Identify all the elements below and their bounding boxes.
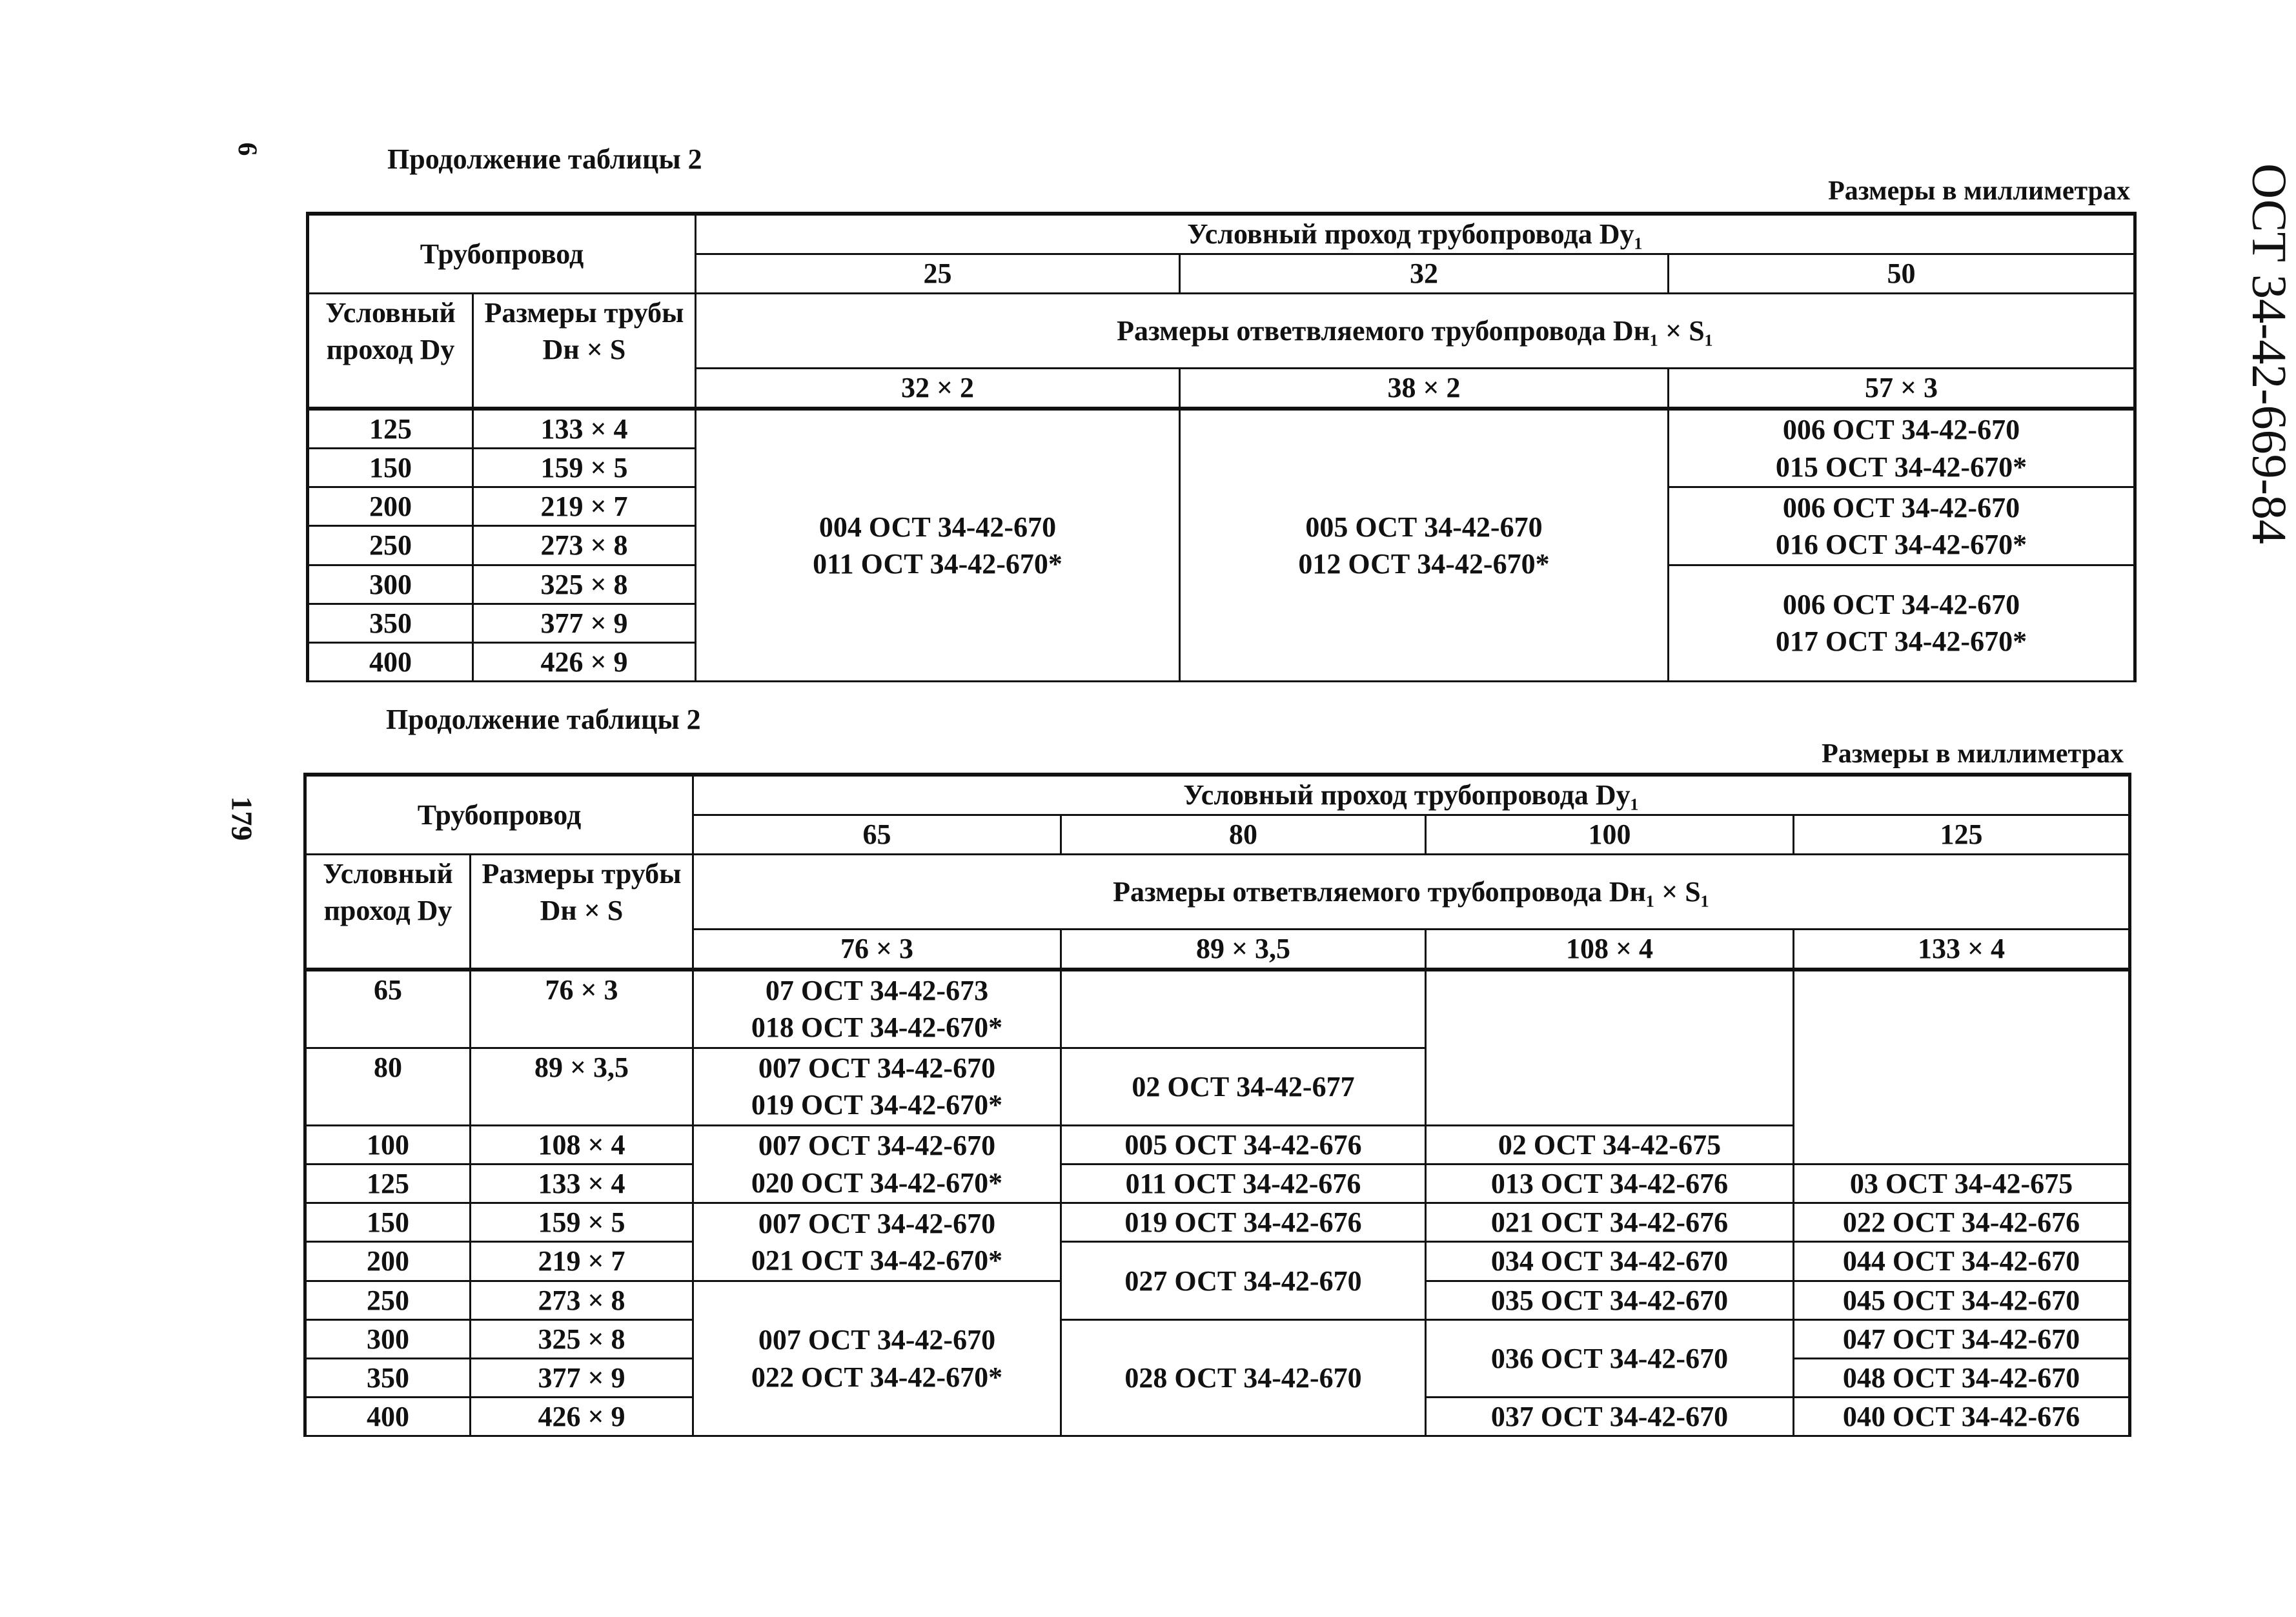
row-dims: 426 × 9 (473, 643, 696, 682)
row-dims: 159 × 5 (473, 449, 696, 487)
row-dims: 273 × 8 (473, 526, 696, 565)
cell-125: 03 ОСТ 34-42-675 (1794, 1164, 2130, 1203)
cell-80: 027 ОСТ 34-42-670 (1061, 1242, 1426, 1319)
cell-65: 007 ОСТ 34-42-670 022 ОСТ 34-42-670* (693, 1281, 1061, 1436)
dy1-header: 32 (1180, 254, 1669, 294)
col-dims-header-cont (473, 368, 696, 409)
cell-125: 045 ОСТ 34-42-670 (1794, 1281, 2130, 1319)
cell-125: 040 ОСТ 34-42-676 (1794, 1398, 2130, 1436)
nominal-pass-header: Условный проход трубопровода Dy₁ (696, 214, 2135, 254)
cell-65: 007 ОСТ 34-42-670 019 ОСТ 34-42-670* (693, 1048, 1061, 1125)
row-dy: 250 (305, 1281, 471, 1319)
branch-size: 57 × 3 (1669, 368, 2135, 409)
row-dims: 108 × 4 (471, 1125, 693, 1164)
table1 (306, 212, 2137, 682)
col-dy-header-cont (305, 929, 471, 970)
document-code-vertical: ОСТ 34-42-669-84 (2241, 163, 2296, 544)
table2-heading: Продолжение таблицы 2 (386, 704, 701, 735)
row-dy: 125 (305, 1164, 471, 1203)
cell-125: 044 ОСТ 34-42-670 (1794, 1242, 2130, 1281)
cell-65: 007 ОСТ 34-42-670 021 ОСТ 34-42-670* (693, 1203, 1061, 1281)
cell-100: 02 ОСТ 34-42-675 (1426, 1125, 1794, 1164)
row-dims: 325 × 8 (471, 1319, 693, 1358)
cell-80: 028 ОСТ 34-42-670 (1061, 1319, 1426, 1436)
page-number-top: 6 (232, 142, 262, 156)
cell-80: 019 ОСТ 34-42-676 (1061, 1203, 1426, 1242)
row-dims: 159 × 5 (471, 1203, 693, 1242)
table1-units-note: Размеры в миллиметрах (1828, 176, 2130, 206)
branch-size: 108 × 4 (1426, 929, 1794, 970)
table2 (303, 773, 2131, 1437)
table1-heading: Продолжение таблицы 2 (387, 143, 702, 175)
cell-50: 006 ОСТ 34-42-670 015 ОСТ 34-42-670* (1669, 409, 2135, 487)
cell-65: 007 ОСТ 34-42-670 020 ОСТ 34-42-670* (693, 1125, 1061, 1203)
branch-size: 133 × 4 (1794, 929, 2130, 970)
col-dy-header: Условный проход Dy (308, 294, 473, 369)
row-dy: 250 (308, 526, 473, 565)
pipeline-header: Трубопровод (308, 214, 696, 294)
cell-100: 035 ОСТ 34-42-670 (1426, 1281, 1794, 1319)
page-number-side: 179 (225, 796, 259, 841)
cell-80: 005 ОСТ 34-42-676 (1061, 1125, 1426, 1164)
row-dy: 65 (305, 970, 471, 1048)
row-dims: 219 × 7 (473, 487, 696, 526)
cell-125: 047 ОСТ 34-42-670 (1794, 1319, 2130, 1358)
row-dy: 80 (305, 1048, 471, 1125)
nominal-pass-header: Условный проход трубопровода Dy₁ (693, 775, 2130, 815)
branch-size: 32 × 2 (696, 368, 1180, 409)
cell-80: 011 ОСТ 34-42-676 (1061, 1164, 1426, 1203)
col-dims-header: Размеры трубы Dн × S (471, 855, 693, 930)
row-dy: 125 (308, 409, 473, 449)
dy1-header: 125 (1794, 815, 2130, 855)
row-dims: 219 × 7 (471, 1242, 693, 1281)
branch-size-header: Размеры ответвляемого трубопровода Dн₁ × S₁ (693, 855, 2130, 930)
row-dims: 426 × 9 (471, 1398, 693, 1436)
cell-100: 013 ОСТ 34-42-676 (1426, 1164, 1794, 1203)
dy1-header: 80 (1061, 815, 1426, 855)
branch-size: 38 × 2 (1180, 368, 1669, 409)
col-dy-header: Условный проход Dy (305, 855, 471, 930)
row-dy: 350 (305, 1359, 471, 1398)
cell-100: 021 ОСТ 34-42-676 (1426, 1203, 1794, 1242)
row-dy: 400 (305, 1398, 471, 1436)
row-dy: 200 (308, 487, 473, 526)
pipeline-header: Трубопровод (305, 775, 693, 855)
branch-size-header: Размеры ответвляемого трубопровода Dн₁ × S₁ (696, 294, 2135, 369)
row-dy: 200 (305, 1242, 471, 1281)
cell-125: 048 ОСТ 34-42-670 (1794, 1359, 2130, 1398)
cell-100: 037 ОСТ 34-42-670 (1426, 1398, 1794, 1436)
row-dy: 350 (308, 604, 473, 642)
cell-50: 006 ОСТ 34-42-670 017 ОСТ 34-42-670* (1669, 565, 2135, 682)
cell-100: 036 ОСТ 34-42-670 (1426, 1319, 1794, 1397)
row-dy: 400 (308, 643, 473, 682)
row-dy: 300 (308, 565, 473, 604)
cell-80: 02 ОСТ 34-42-677 (1061, 1048, 1426, 1125)
col-dy-header-cont (308, 368, 473, 409)
dy1-header: 65 (693, 815, 1061, 855)
row-dims: 133 × 4 (471, 1164, 693, 1203)
cell-80-empty (1061, 970, 1426, 1048)
branch-size: 76 × 3 (693, 929, 1061, 970)
row-dims: 133 × 4 (473, 409, 696, 449)
row-dy: 100 (305, 1125, 471, 1164)
row-dy: 150 (308, 449, 473, 487)
dy1-header: 50 (1669, 254, 2135, 294)
row-dy: 150 (305, 1203, 471, 1242)
row-dims: 377 × 9 (473, 604, 696, 642)
dy1-header: 100 (1426, 815, 1794, 855)
cell-100-empty (1426, 970, 1794, 1126)
row-dims: 273 × 8 (471, 1281, 693, 1319)
table2-units-note: Размеры в миллиметрах (1822, 739, 2124, 769)
cell-65: 07 ОСТ 34-42-673 018 ОСТ 34-42-670* (693, 970, 1061, 1048)
row-dims: 377 × 9 (471, 1359, 693, 1398)
row-dims: 89 × 3,5 (471, 1048, 693, 1125)
cell-125: 022 ОСТ 34-42-676 (1794, 1203, 2130, 1242)
cell-125-empty (1794, 970, 2130, 1164)
row-dy: 300 (305, 1319, 471, 1358)
cell-32: 005 ОСТ 34-42-670 012 ОСТ 34-42-670* (1180, 409, 1669, 682)
row-dims: 325 × 8 (473, 565, 696, 604)
row-dims: 76 × 3 (471, 970, 693, 1048)
cell-25: 004 ОСТ 34-42-670 011 ОСТ 34-42-670* (696, 409, 1180, 682)
col-dims-header: Размеры трубы Dн × S (473, 294, 696, 369)
dy1-header: 25 (696, 254, 1180, 294)
col-dims-header-cont (471, 929, 693, 970)
cell-50: 006 ОСТ 34-42-670 016 ОСТ 34-42-670* (1669, 487, 2135, 565)
branch-size: 89 × 3,5 (1061, 929, 1426, 970)
cell-100: 034 ОСТ 34-42-670 (1426, 1242, 1794, 1281)
